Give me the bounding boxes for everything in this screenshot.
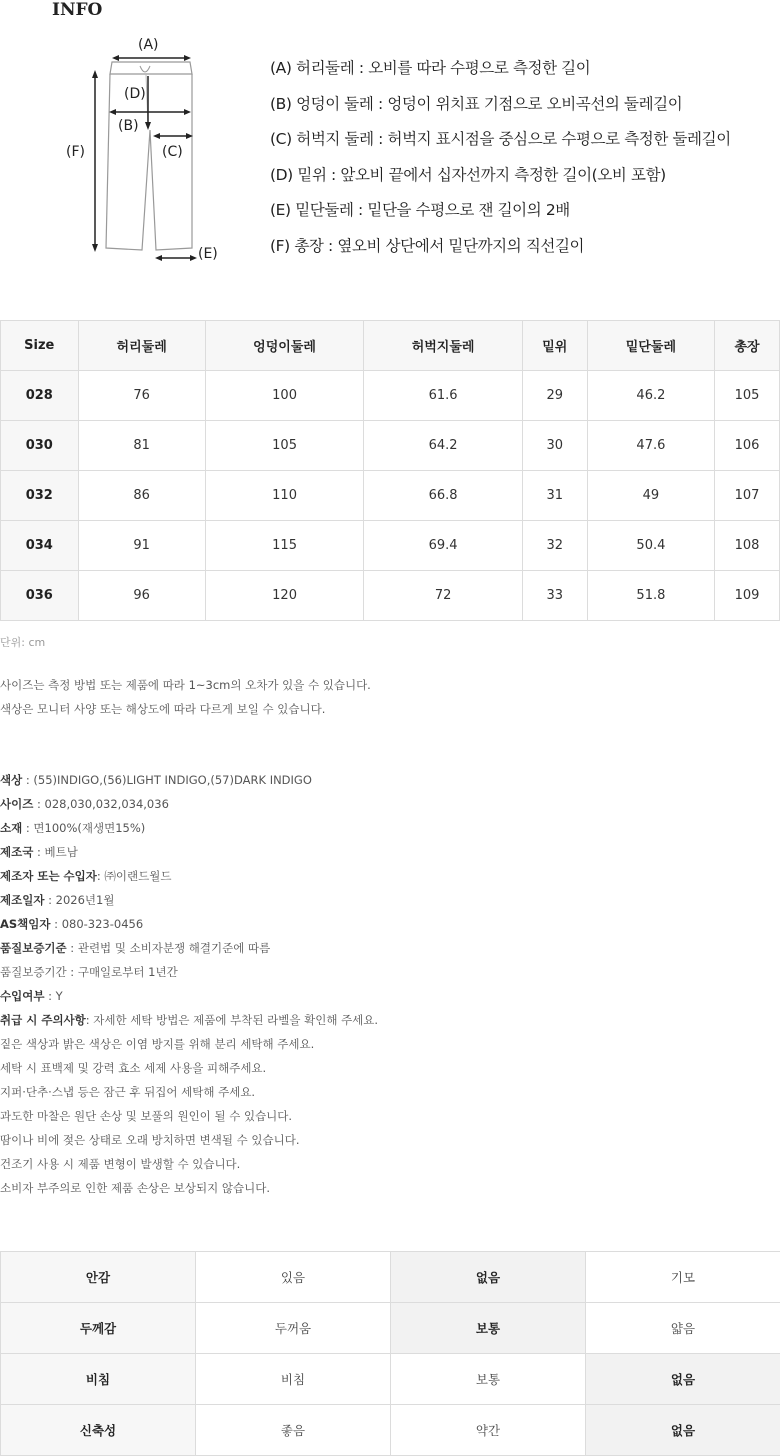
- feel-option: 비침: [196, 1354, 391, 1405]
- table-cell: 31: [522, 471, 587, 521]
- measurement-definitions: [270, 55, 775, 268]
- fabric-feel-table: [0, 1251, 780, 1456]
- spec-origin: 제조국 : 베트남: [0, 845, 78, 859]
- measurement-item: (B) 엉덩이 둘레 : 엉덩이 위치표 기점으로 오비곡선의 둘레길이: [270, 94, 683, 113]
- feel-row-label: 비침: [1, 1354, 196, 1405]
- table-cell: 106: [715, 421, 780, 471]
- feel-option: 약간: [391, 1405, 586, 1456]
- feel-row-sheerness: [1, 1354, 780, 1405]
- table-cell: 49: [587, 471, 714, 521]
- label-c: (C): [162, 144, 183, 160]
- table-cell: 46.2: [587, 371, 714, 421]
- header-thigh: 허벅지둘레: [364, 321, 523, 371]
- feel-row-label: 안감: [1, 1252, 196, 1303]
- feel-option: 보통: [391, 1354, 586, 1405]
- table-cell: 72: [364, 571, 523, 621]
- feel-option: 있음: [196, 1252, 391, 1303]
- feel-row-label: 신축성: [1, 1405, 196, 1456]
- table-cell: 91: [78, 521, 205, 571]
- table-cell: 61.6: [364, 371, 523, 421]
- label-e: (E): [198, 246, 218, 262]
- table-cell: 76: [78, 371, 205, 421]
- spec-as: AS책임자 : 080-323-0456: [0, 917, 144, 931]
- feel-row-label: 두께감: [1, 1303, 196, 1354]
- care-line: 땀이나 비에 젖은 상태로 오래 방치하면 변색될 수 있습니다.: [0, 1133, 300, 1147]
- spec-color: 색상 : (55)INDIGO,(56)LIGHT INDIGO,(57)DARK INDIGO: [0, 773, 312, 787]
- size-cell: 034: [1, 521, 79, 571]
- table-row: [1, 571, 780, 621]
- header-waist: 허리둘레: [78, 321, 205, 371]
- care-line: 건조기 사용 시 제품 변형이 발생할 수 있습니다.: [0, 1157, 241, 1171]
- header-length: 총장: [715, 321, 780, 371]
- care-line: 세탁 시 표백제 및 강력 효소 세제 사용을 피해주세요.: [0, 1061, 267, 1075]
- table-cell: 105: [715, 371, 780, 421]
- size-cell: 030: [1, 421, 79, 471]
- measurement-item: (D) 밑위 : 앞오비 끝에서 십자선까지 측정한 길이(오비 포함): [270, 165, 666, 184]
- table-cell: 32: [522, 521, 587, 571]
- table-cell: 105: [205, 421, 364, 471]
- feel-row-thickness: [1, 1303, 780, 1354]
- product-specs: [0, 768, 378, 1200]
- label-a: (A): [138, 37, 159, 53]
- feel-option-selected: 없음: [586, 1354, 780, 1405]
- header-rise: 밑위: [522, 321, 587, 371]
- note-line: 색상은 모니터 사양 또는 해상도에 따라 다르게 보일 수 있습니다.: [0, 702, 326, 716]
- unit-note: 단위: cm: [0, 636, 46, 649]
- table-cell: 108: [715, 521, 780, 571]
- size-cell: 036: [1, 571, 79, 621]
- label-d: (D): [124, 86, 146, 102]
- size-notes: [0, 673, 371, 721]
- table-cell: 69.4: [364, 521, 523, 571]
- feel-option: 두꺼움: [196, 1303, 391, 1354]
- measurement-item: (E) 밑단둘레 : 밑단을 수평으로 잰 길이의 2배: [270, 201, 570, 219]
- spec-warranty: 품질보증기준 : 관련법 및 소비자분쟁 해결기준에 따름: [0, 941, 271, 955]
- pants-measurement-diagram: [60, 30, 230, 270]
- feel-option-selected: 없음: [586, 1405, 780, 1456]
- spec-warranty-period: 품질보증기간 : 구매일로부터 1년간: [0, 965, 178, 979]
- table-cell: 107: [715, 471, 780, 521]
- size-cell: 032: [1, 471, 79, 521]
- spec-maker: 제조자 또는 수입자: ㈜이랜드월드: [0, 869, 172, 883]
- header-size: Size: [1, 321, 79, 371]
- size-table-header: [1, 321, 780, 371]
- table-cell: 96: [78, 571, 205, 621]
- feel-option: 얇음: [586, 1303, 780, 1354]
- table-row: [1, 521, 780, 571]
- table-row: [1, 421, 780, 471]
- table-cell: 115: [205, 521, 364, 571]
- table-row: [1, 371, 780, 421]
- spec-date: 제조일자 : 2026년1월: [0, 893, 115, 907]
- care-line: 과도한 마찰은 원단 손상 및 보풀의 원인이 될 수 있습니다.: [0, 1109, 293, 1123]
- table-cell: 64.2: [364, 421, 523, 471]
- table-cell: 81: [78, 421, 205, 471]
- header-hem: 밑단둘레: [587, 321, 714, 371]
- spec-material: 소재 : 면100%(재생면15%): [0, 821, 146, 835]
- table-cell: 30: [522, 421, 587, 471]
- table-cell: 110: [205, 471, 364, 521]
- note-line: 사이즈는 측정 방법 또는 제품에 따라 1~3cm의 오차가 있을 수 있습니다.: [0, 678, 371, 692]
- label-b: (B): [118, 118, 139, 134]
- size-cell: 028: [1, 371, 79, 421]
- table-row: [1, 471, 780, 521]
- table-cell: 50.4: [587, 521, 714, 571]
- measurement-item: (F) 총장 : 옆오비 상단에서 밑단까지의 직선길이: [270, 236, 585, 255]
- size-table: [0, 320, 780, 621]
- spec-size: 사이즈 : 028,030,032,034,036: [0, 797, 169, 811]
- feel-option: 기모: [586, 1252, 780, 1303]
- table-cell: 29: [522, 371, 587, 421]
- table-cell: 100: [205, 371, 364, 421]
- table-cell: 47.6: [587, 421, 714, 471]
- table-cell: 86: [78, 471, 205, 521]
- care-line: 소비자 부주의로 인한 제품 손상은 보상되지 않습니다.: [0, 1181, 270, 1195]
- table-cell: 51.8: [587, 571, 714, 621]
- care-line: 짙은 색상과 밝은 색상은 이염 방지를 위해 분리 세탁해 주세요.: [0, 1037, 315, 1051]
- feel-option: 좋음: [196, 1405, 391, 1456]
- table-cell: 33: [522, 571, 587, 621]
- feel-row-lining: [1, 1252, 780, 1303]
- label-f: (F): [66, 144, 85, 160]
- feel-row-stretch: [1, 1405, 780, 1456]
- spec-import: 수입여부 : Y: [0, 989, 63, 1003]
- feel-option-selected: 없음: [391, 1252, 586, 1303]
- info-title: INFO: [52, 0, 103, 20]
- care-line: 지퍼·단추·스냅 등은 잠근 후 뒤집어 세탁해 주세요.: [0, 1085, 256, 1099]
- table-cell: 66.8: [364, 471, 523, 521]
- table-cell: 120: [205, 571, 364, 621]
- measurement-item: (A) 허리둘레 : 오비를 따라 수평으로 측정한 길이: [270, 59, 591, 77]
- measurement-item: (C) 허벅지 둘레 : 허벅지 표시점을 중심으로 수평으로 측정한 둘레길이: [270, 130, 731, 148]
- header-hip: 엉덩이둘레: [205, 321, 364, 371]
- spec-care: 취급 시 주의사항: 자세한 세탁 방법은 제품에 부착된 라벨을 확인해 주세요.: [0, 1013, 379, 1027]
- table-cell: 109: [715, 571, 780, 621]
- feel-option-selected: 보통: [391, 1303, 586, 1354]
